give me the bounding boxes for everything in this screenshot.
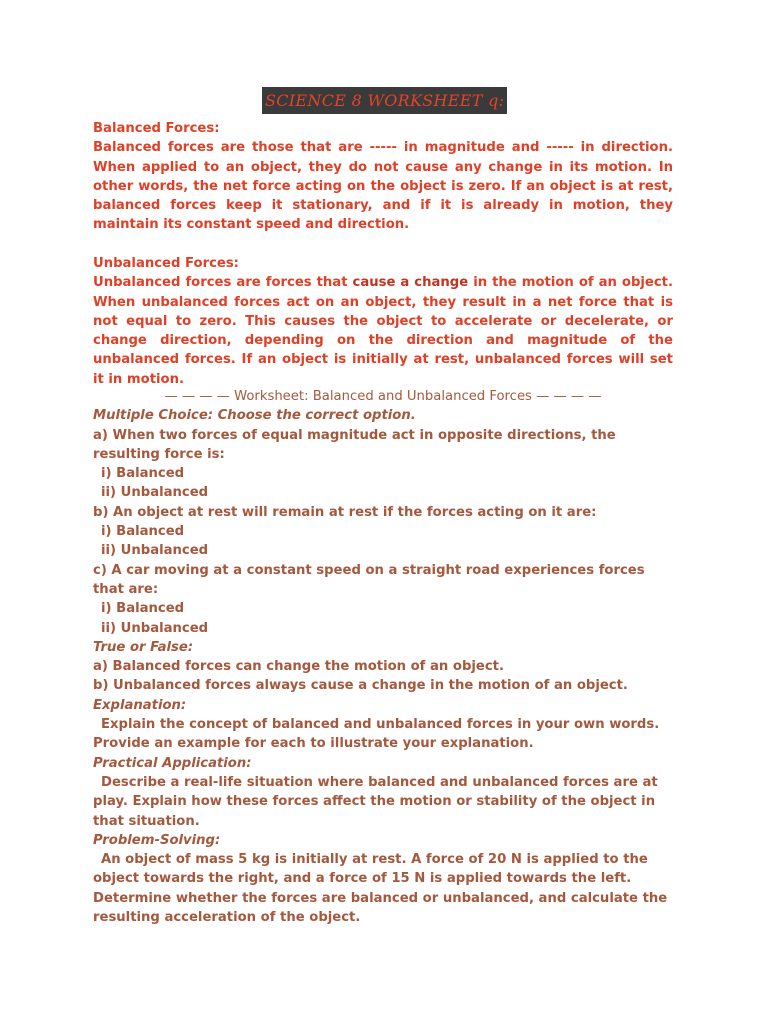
mc-question-c: c) A car moving at a constant speed on a straight road experiences forces that are:	[93, 562, 645, 597]
mc-option: ii) Unbalanced	[101, 620, 209, 636]
practical-application-heading: Practical Application:	[93, 755, 252, 771]
multiple-choice-heading: Multiple Choice: Choose the correct option.	[93, 408, 416, 424]
worksheet-title: SCIENCE 8 WORKSHEET q:	[262, 87, 507, 114]
problem-solving-body: An object of mass 5 kg is initially at rest. A force of 20 N is applied to the object towards the right, and a force of 15 N is applied towards the left. Determine whether the forces are balanced or unbalanced, and calculate the resulting acceleration of the object.	[93, 852, 668, 926]
unbalanced-body-emphasis: cause a change	[352, 275, 469, 291]
explanation-body: Explain the concept of balanced and unbalanced forces in your own words. Provide an example for each to illustrate your explanation.	[93, 717, 660, 752]
unbalanced-forces-section	[93, 254, 673, 389]
mc-option: ii) Unbalanced	[101, 485, 209, 501]
mc-option: i) Balanced	[101, 466, 185, 482]
mc-question-a: a) When two forces of equal magnitude act in opposite directions, the resulting force is:	[93, 427, 616, 462]
balanced-forces-body: Balanced forces are those that are ----- in magnitude and ----- in direction. When applied to an object, they do not cause any change in its motion. In other words, the net force acting on the object is zero. If an object is at rest, balanced forces keep it stationary, and if it is already in motion, they maintain its constant speed and direction.	[93, 140, 673, 233]
tf-item-a: a) Balanced forces can change the motion of an object.	[93, 659, 504, 675]
worksheet-section	[93, 387, 673, 927]
mc-option: ii) Unbalanced	[101, 543, 209, 559]
practical-application-body: Describe a real-life situation where balanced and unbalanced forces are at play. Explain how these forces affect the motion or stability of the object in that situation.	[93, 774, 658, 829]
unbalanced-forces-heading: Unbalanced Forces:	[93, 256, 239, 271]
unbalanced-body-end: in the motion of an object. When unbalanced forces act on an object, they result in a net force that is not equal to zero. This causes the object to accelerate or decelerate, or change direction, depending on the direction and magnitude of the unbalanced forces. If an object is initially at rest, unbalanced forces will set it in motion.	[93, 275, 674, 387]
mc-option: i) Balanced	[101, 601, 185, 617]
worksheet-heading: — — — — Worksheet: Balanced and Unbalanced Forces — — — —	[164, 389, 602, 404]
mc-option: i) Balanced	[101, 524, 185, 540]
unbalanced-body-start: Unbalanced forces are forces that	[93, 275, 353, 291]
problem-solving-heading: Problem-Solving:	[93, 832, 221, 848]
title-wrap	[262, 87, 507, 114]
tf-item-b: b) Unbalanced forces always cause a change in the motion of an object.	[93, 678, 628, 694]
unbalanced-forces-body	[93, 273, 673, 389]
explanation-heading: Explanation:	[93, 697, 187, 713]
mc-question-b: b) An object at rest will remain at rest if the forces acting on it are:	[93, 504, 597, 520]
true-false-heading: True or False:	[93, 639, 194, 655]
balanced-forces-heading: Balanced Forces:	[93, 121, 220, 136]
balanced-forces-section	[93, 119, 673, 235]
